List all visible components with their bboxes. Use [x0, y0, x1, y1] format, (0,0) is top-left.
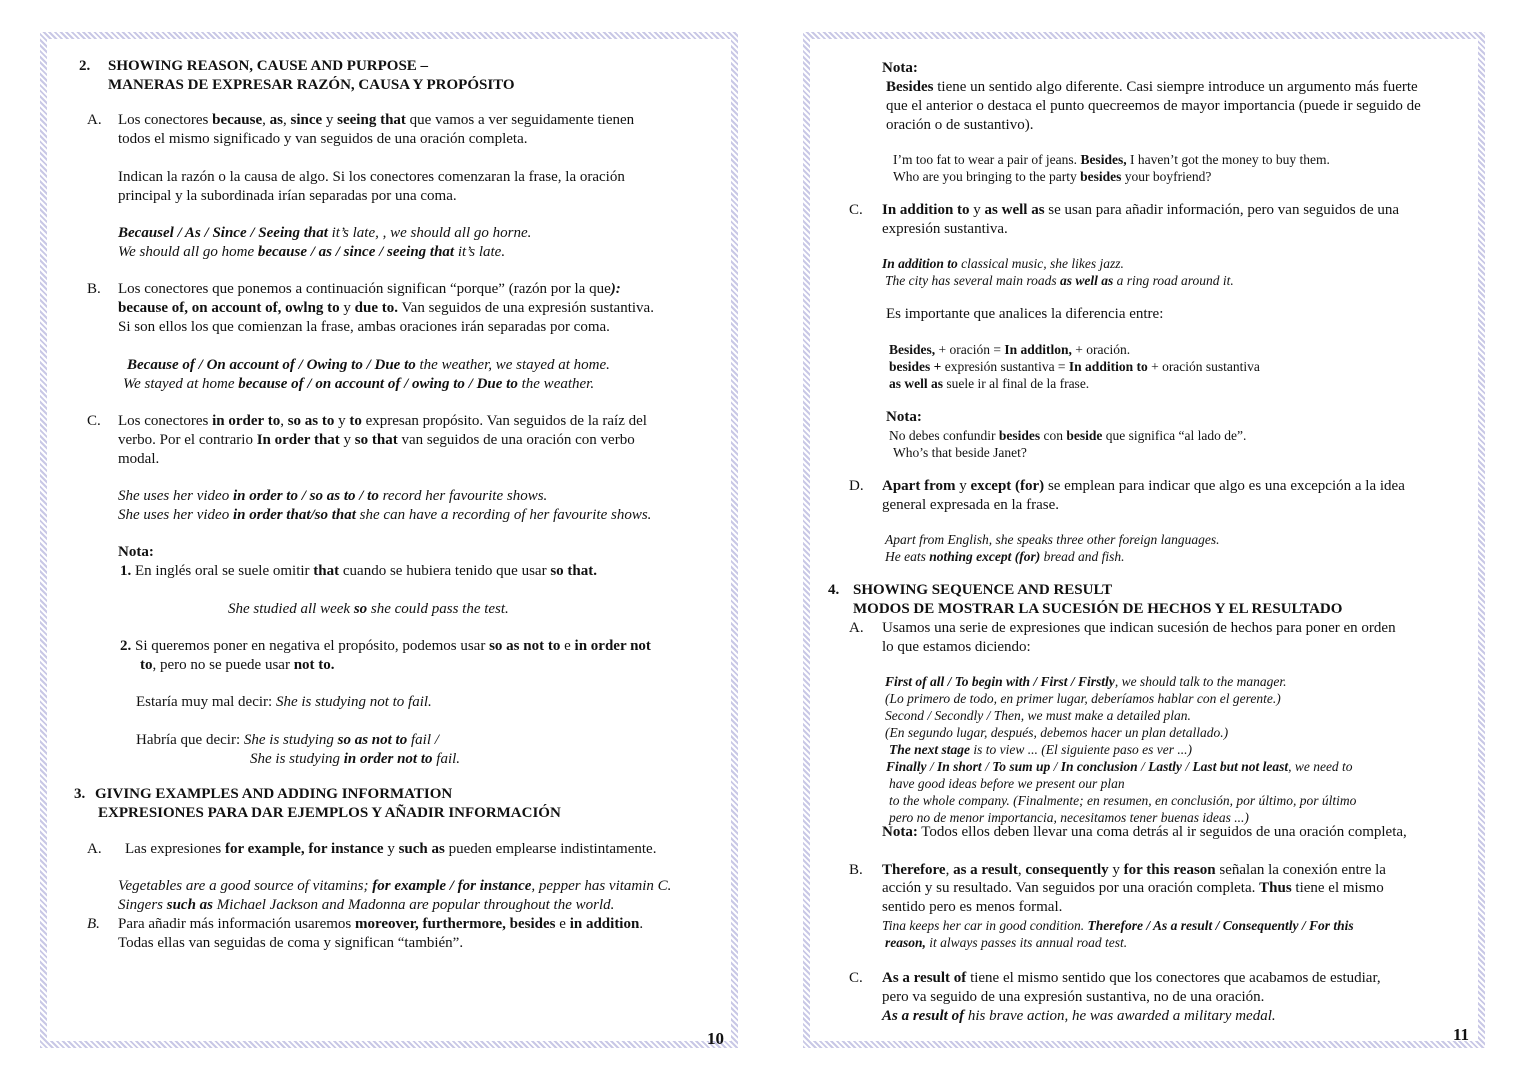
section-2-title-es: MANERAS DE EXPRESAR RAZÓN, CAUSA Y PROPÓSITO: [108, 77, 515, 93]
example-line: I’m too fat to wear a pair of jeans. Besides, I haven’t got the money to buy them.: [893, 152, 1330, 167]
example-line: reason, it always passes its annual road test.: [885, 935, 1128, 950]
note-item: 1. En inglés oral se suele omitir that cuando se hubiera tenido que usar so that.: [120, 563, 597, 579]
paragraph-line: In addition to y as well as se usan para añadir información, pero van seguidos de una: [882, 202, 1400, 218]
example-line: Singers such as Michael Jackson and Madonna are popular throughout the world.: [118, 897, 615, 913]
example-line: She studied all week so she could pass the test.: [228, 601, 509, 617]
paragraph-line: acción y su resultado. Van seguidos por una oración completa. Thus tiene el mismo: [882, 880, 1384, 896]
paragraph-line: Apart from y except (for) se emplean para indicar que algo es una excepción a la idea: [882, 478, 1405, 494]
page-10: [40, 32, 738, 1048]
paragraph-line: Habría que decir: She is studying so as not to fail /: [136, 732, 439, 748]
paragraph-line: As a result of tiene el mismo sentido que los conectores que acabamos de estudiar,: [882, 970, 1381, 986]
note-heading: Nota:: [118, 544, 154, 560]
example-line: She uses her video in order that/so that she can have a recording of her favourite shows.: [118, 507, 652, 523]
example-line: In addition to classical music, she likes jazz.: [882, 256, 1124, 271]
paragraph-line: because of, on account of, owlng to y due to. Van seguidos de una expresión sustantiva.: [118, 300, 654, 316]
example-line: Finally / In short / To sum up / In conclusion / Lastly / Last but not least, we need to: [886, 759, 1353, 774]
section-4-number: 4.: [828, 582, 840, 598]
example-line: to the whole company. (Finalmente; en resumen, en conclusión, por último, por último: [889, 793, 1357, 808]
paragraph-line: Los conectores because, as, since y seeing that que vamos a ver seguidamente tienen: [118, 112, 635, 128]
paragraph-line: Los conectores in order to, so as to y to expresan propósito. Van seguidos de la raíz del: [118, 413, 647, 429]
paragraph-line: sentido pero es menos formal.: [882, 899, 1063, 915]
example-line: Becausel / As / Since / Seeing that it’s late, , we should all go horne.: [118, 225, 532, 241]
item-marker: B.: [87, 281, 101, 297]
example-line: We stayed at home because of / on account of / owing to / Due to the weather.: [123, 376, 595, 392]
section-4-title-en: SHOWING SEQUENCE AND RESULT: [853, 582, 1113, 598]
rule-line: besides + expresión sustantiva = In addition to + oración sustantiva: [889, 359, 1260, 374]
paragraph-line: Indican la razón o la causa de algo. Si los conectores comenzaran la frase, la oración: [118, 169, 625, 185]
example-line: The city has several main roads as well as a ring road around it.: [885, 273, 1234, 288]
paragraph-line: Besides tiene un sentido algo diferente. Casi siempre introduce un argumento más fuerte: [886, 79, 1418, 95]
item-marker: B.: [87, 916, 100, 932]
page-number: 11: [1453, 1025, 1470, 1044]
example-line: Because of / On account of / Owing to / Due to the weather, we stayed at home.: [127, 357, 610, 373]
item-marker: C.: [87, 413, 101, 429]
item-marker: C.: [849, 202, 863, 218]
page-11: [803, 32, 1485, 1048]
paragraph-line: oración o de sustantivo).: [886, 117, 1034, 133]
section-3-number: 3.: [74, 786, 86, 802]
example-line: He eats nothing except (for) bread and fish.: [885, 549, 1125, 564]
note-line: Who’s that beside Janet?: [893, 445, 1027, 460]
paragraph-line: modal.: [118, 451, 160, 467]
note-item: 2. Si queremos poner en negativa el propósito, podemos usar so as not to e in order not: [120, 638, 651, 654]
note-item: to, pero no se puede usar not to.: [140, 657, 335, 673]
example-line: Second / Secondly / Then, we must make a detailed plan.: [885, 708, 1191, 723]
paragraph-line: expresión sustantiva.: [882, 221, 1008, 237]
paragraph-line: Si son ellos los que comienzan la frase, ambas oraciones irán separadas por coma.: [118, 319, 610, 335]
paragraph-line: Usamos una serie de expresiones que indican sucesión de hechos para poner en orden: [882, 620, 1396, 636]
note-heading: Nota:: [886, 409, 922, 425]
paragraph-line: lo que estamos diciendo:: [882, 639, 1031, 655]
note-line: No debes confundir besides con beside que significa “al lado de”.: [889, 428, 1247, 443]
item-marker: B.: [849, 862, 863, 878]
example-line: She uses her video in order to / so as to / to record her favourite shows.: [118, 488, 548, 504]
section-2-number: 2.: [79, 58, 91, 74]
item-marker: D.: [849, 478, 864, 494]
paragraph-line: que el anterior o destaca el punto quecreemos de mayor importancia (puede ir seguido de: [886, 98, 1421, 114]
section-3-title-es: EXPRESIONES PARA DAR EJEMPLOS Y AÑADIR INFORMACIÓN: [98, 805, 561, 821]
paragraph-line: Todas ellas van seguidas de coma y significan “también”.: [118, 935, 464, 951]
paragraph-line: Las expresiones for example, for instance y such as pueden emplearse indistintamente.: [125, 841, 657, 857]
page-number: 10: [707, 1029, 724, 1048]
paragraph-line: Es importante que analices la diferencia entre:: [886, 306, 1164, 322]
item-marker: C.: [849, 970, 863, 986]
paragraph-line: Therefore, as a result, consequently y for this reason señalan la conexión entre la: [882, 862, 1386, 878]
example-line: Apart from English, she speaks three other foreign languages.: [885, 532, 1220, 547]
section-3-title-en: GIVING EXAMPLES AND ADDING INFORMATION: [95, 786, 453, 802]
example-line: Vegetables are a good source of vitamins; for example / for instance, pepper has vitamin C.: [118, 878, 672, 894]
example-line: As a result of his brave action, he was awarded a military medal.: [882, 1008, 1276, 1024]
paragraph-line: verbo. Por el contrario In order that y so that van seguidos de una oración con verbo: [118, 432, 635, 448]
example-line: Tina keeps her car in good condition. Therefore / As a result / Consequently / For this: [882, 918, 1354, 933]
paragraph-line: Estaría muy mal decir: She is studying not to fail.: [136, 694, 432, 710]
example-line: She is studying in order not to fail.: [250, 751, 461, 767]
rule-line: Besides, + oración = In additlon, + oración.: [889, 342, 1131, 357]
item-marker: A.: [849, 620, 864, 636]
note-heading: Nota:: [882, 60, 918, 76]
example-line: pero no de menor importancia, necesitamos tener buenas ideas ...): [889, 810, 1249, 825]
item-marker: A.: [87, 112, 102, 128]
section-4-title-es: MODOS DE MOSTRAR LA SUCESIÓN DE HECHOS Y EL RESULTADO: [853, 601, 1343, 617]
paragraph-line: general expresada en la frase.: [882, 497, 1059, 513]
section-2-title-en: SHOWING REASON, CAUSE AND PURPOSE –: [108, 58, 429, 74]
paragraph-line: Para añadir más información usaremos moreover, furthermore, besides e in addition.: [118, 916, 644, 932]
example-line: We should all go home because / as / since / seeing that it’s late.: [118, 244, 506, 260]
example-line: Who are you bringing to the party besides your boyfriend?: [893, 169, 1212, 184]
rule-line: as well as suele ir al final de la frase.: [889, 376, 1090, 391]
example-line: The next stage is to view ... (El siguiente paso es ver ...): [889, 742, 1192, 757]
paragraph-line: principal y la subordinada irían separadas por una coma.: [118, 188, 457, 204]
note-line: Nota: Todos ellos deben llevar una coma detrás al ir seguidos de una oración completa,: [882, 824, 1407, 840]
example-line: First of all / To begin with / First / Firstly, we should talk to the manager.: [885, 674, 1287, 689]
paragraph-line: todos el mismo significado y van seguidos de una oración completa.: [118, 131, 528, 147]
paragraph-line: Los conectores que ponemos a continuación significan “porque” (razón por la que):: [118, 281, 621, 297]
item-marker: A.: [87, 841, 102, 857]
paragraph-line: pero va seguido de una expresión sustantiva, no de una oración.: [882, 989, 1265, 1005]
example-line: (En segundo lugar, después, debemos hacer un plan detallado.): [885, 725, 1229, 740]
example-line: have good ideas before we present our plan: [889, 776, 1125, 791]
example-line: (Lo primero de todo, en primer lugar, deberíamos hablar con el gerente.): [885, 691, 1281, 706]
